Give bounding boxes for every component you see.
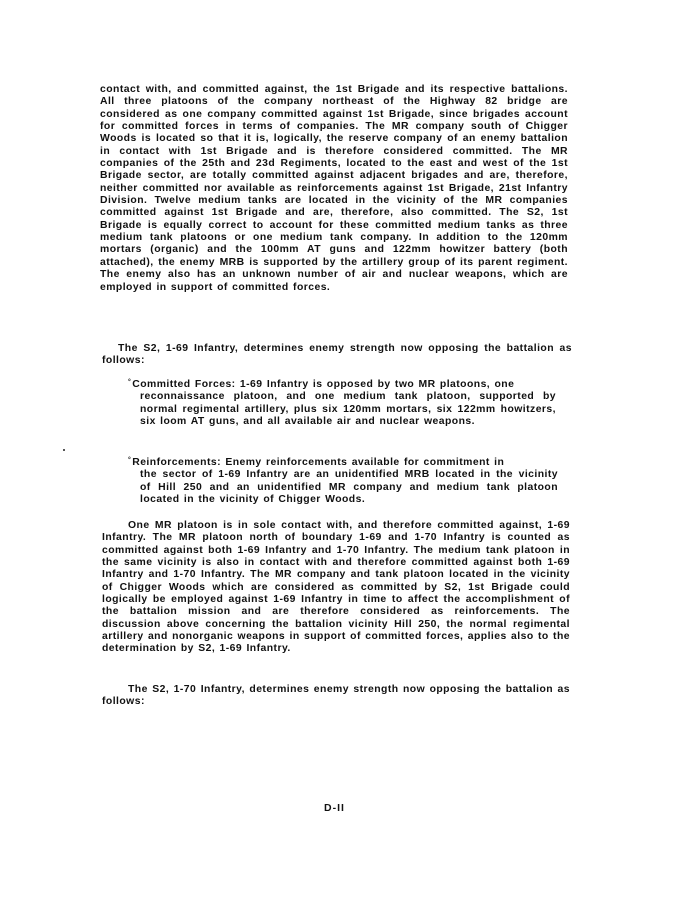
bullet-lead-text: Committed Forces: 1-69 Infantry is opposed by two MR platoons, one	[132, 379, 515, 390]
bullet-lead-text: Reinforcements: Enemy reinforcements available for commitment in	[132, 457, 505, 468]
scan-speck	[63, 449, 65, 451]
paragraph-1-69-analysis: One MR platoon is in sole contact with, and therefore committed against, 1-69 Infantry. The MR platoon north of boundary 1-69 and 1-70 Infantry is counted as committed against both 1-69 Infantry and 1-70 Infantry. The medium tank platoon in the same vicinity is also in contact with and therefore committed against both 1-69 Infantry and 1-70 Infantry. The MR company and tank platoon located in the vicinity of Chigger Woods which are considered as committed by S2, 1st Brigade could logically be employed against 1-69 Infantry in time to affect the accomplishment of the battalion mission and are therefore considered as reinforcements. The discussion above concerning the battalion vicinity Hill 250, the normal regimental artillery and nonorganic weapons in support of committed forces, applies also to the determination by S2, 1-69 Infantry.	[102, 520, 570, 655]
bullet-reinforcements	[128, 455, 558, 506]
bullet-marker: °	[128, 457, 132, 464]
bullet-marker: °	[128, 379, 132, 386]
paragraph-brigade-committed-forces: contact with, and committed against, the 1st Brigade and its respective battalions. All three platoons of the company northeast of the Highway 82 bridge are considered as one company committed against 1st Brigade, since brigades account for committed forces in terms of companies. The MR company south of Chigger Woods is located so that it is, logically, the reserve company of an enemy battalion in contact with 1st Brigade and is therefore considered committed. The MR companies of the 25th and 23d Regiments, located to the east and west of the 1st Brigade sector, are totally committed against adjacent brigades and are, therefore, neither committed nor available as reinforcements against 1st Brigade, 21st Infantry Division. Twelve medium tanks are located in the vicinity of the MR companies committed against 1st Brigade and are, therefore, also committed. The S2, 1st Brigade is equally correct to account for these committed medium tanks as three medium tank platoons or one medium tank company. In addition to the 120mm mortars (organic) and the 100mm AT guns and 122mm howitzer battery (both attached), the enemy MRB is supported by the artillery group of its parent regiment. The enemy also has an unknown number of air and nuclear weapons, which are employed in support of committed forces.	[100, 84, 568, 293]
paragraph-s2-1-70-intro: The S2, 1-70 Infantry, determines enemy strength now opposing the battalion as follows:	[102, 684, 570, 708]
bullet-committed-forces	[128, 377, 556, 428]
bullet-continuation-text: the sector of 1-69 Infantry are an unidentified MRB located in the vicinity of Hill 250 and an unidentified MR company and medium tank platoon located in the vicinity of Chigger Woods.	[140, 469, 558, 506]
bullet-continuation-text: reconnaissance platoon, and one medium tank platoon, supported by normal regimental artillery, plus six 120mm mortars, six 122mm howitzers, six loom AT guns, and all available air and nuclear weapons.	[140, 391, 556, 428]
paragraph-s2-1-69-intro: The S2, 1-69 Infantry, determines enemy strength now opposing the battalion as follows:	[102, 343, 572, 367]
page-number: D-II	[324, 802, 345, 814]
